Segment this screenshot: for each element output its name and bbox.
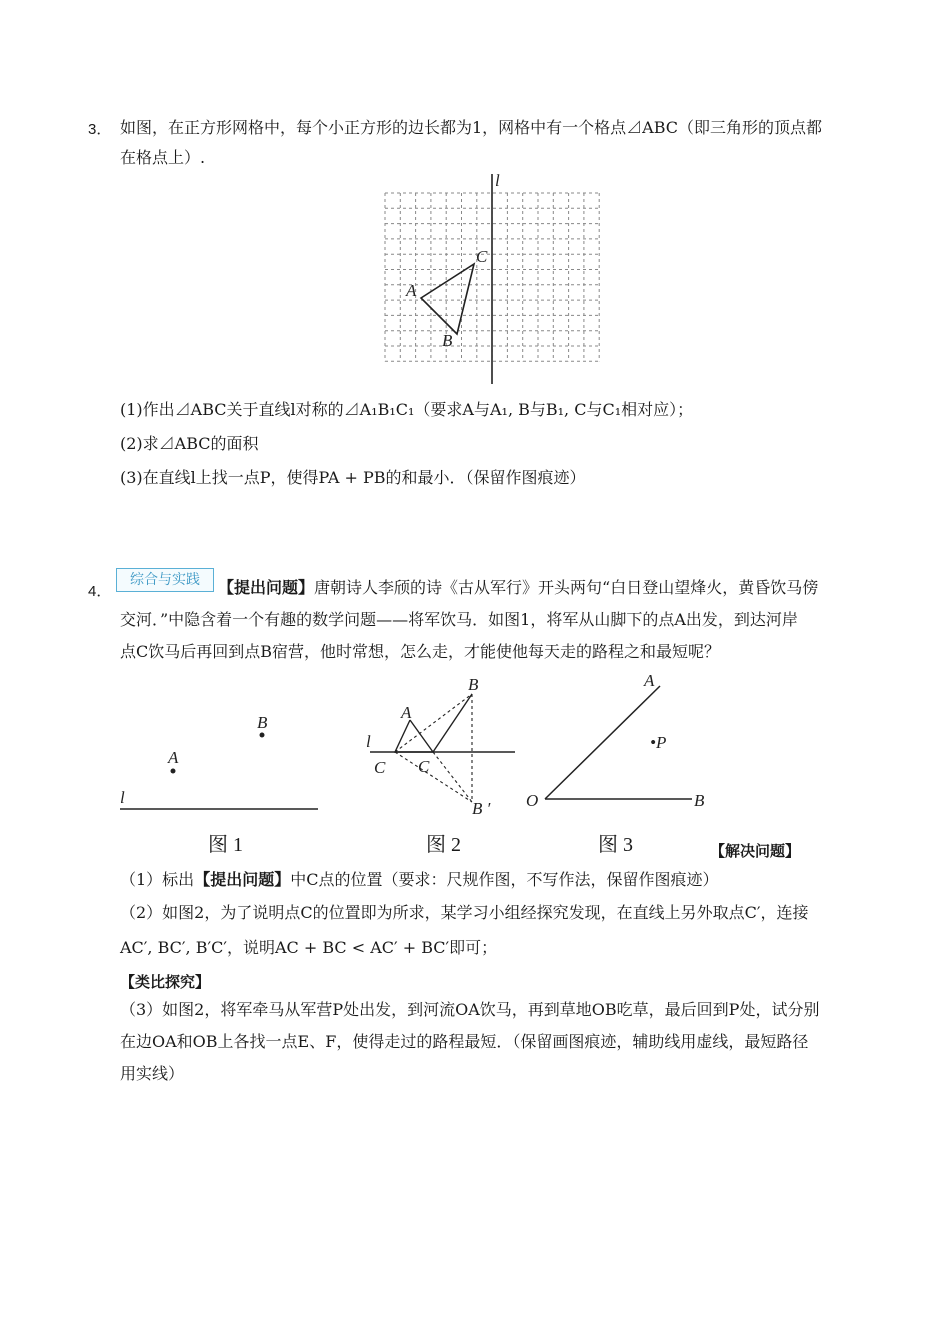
fig2-label-b-prime: B ′ <box>472 799 491 818</box>
q4-part3-line1: （3）如图2，将军牵马从军营P处出发，到河流OA饮马，再到草地OB吃草，最后回到P处，试分别 <box>120 1000 820 1019</box>
triangle-abc <box>421 264 474 334</box>
figure-2 <box>360 672 520 822</box>
fig3-ray-oa <box>545 686 660 799</box>
q4-part2-line1: （2）如图2，为了说明点C的位置即为所求，某学习小组经探究发现，在直线上另外取点C′，连接 <box>120 903 809 922</box>
fig1-label-l: l <box>120 788 125 807</box>
q4-part2-line2: AC′, BC′, B′C′，说明AC + BC < AC′ + BC′即可； <box>120 938 498 957</box>
q3-stem-line2: 在格点上）. <box>120 148 206 167</box>
label-c: C <box>476 247 488 266</box>
label-l: l <box>495 171 500 190</box>
heading-analog: 【类比探究】 <box>120 973 211 991</box>
section-tag: 综合与实践 <box>116 568 214 592</box>
q3-part2: (2)求⊿ABC的面积 <box>120 434 259 453</box>
q4-line2: 交河．”中隐含着一个有趣的数学问题——将军饮马．如图1，将军从山脚下的点A出发，到达河岸 <box>120 610 798 629</box>
q3-stem-line1: 如图，在正方形网格中，每个小正方形的边长都为1，网格中有一个格点⊿ABC（即三角形的顶点都 <box>120 118 823 137</box>
heading-solve: 【解决问题】 <box>710 842 801 860</box>
fig3-label-p: •P <box>650 733 667 752</box>
q4-part3-line2: 在边OA和OB上各找一点E、F，使得走过的路程最短．（保留画图痕迹，辅助线用虚线，最短路径 <box>120 1032 809 1051</box>
fig2-caption: 图 2 <box>426 834 461 856</box>
q3-grid-figure <box>370 168 610 390</box>
fig1-label-a: A <box>168 748 179 767</box>
fig3-label-o: O <box>526 791 539 810</box>
fig3-caption: 图 3 <box>598 834 633 856</box>
fig2-label-c: C <box>418 757 430 776</box>
q3-part1: (1)作出⊿ABC关于直线l对称的⊿A₁B₁C₁（要求A与A₁, B与B₁, C与C₁相对应）； <box>120 400 694 419</box>
q4-part3-line3: 用实线） <box>120 1064 185 1083</box>
q4-part1: （1）标出【提出问题】中C点的位置（要求：尺规作图，不写作法，保留作图痕迹） <box>120 870 719 889</box>
figure-3 <box>520 668 720 818</box>
fig2-label-b: B <box>468 675 479 694</box>
fig2-label-a: A <box>401 703 412 722</box>
fig2-label-c-prime: C <box>374 758 386 777</box>
fig1-caption: 图 1 <box>208 834 243 856</box>
figure-1 <box>110 705 330 815</box>
fig1-point-b <box>260 733 265 738</box>
fig3-label-b: B <box>694 791 705 810</box>
q3-number: 3． <box>88 121 112 138</box>
q4-number: 4． <box>88 583 112 600</box>
label-a: A <box>406 281 417 300</box>
q4-line1-text: 唐朝诗人李颀的诗《古从军行》开头两句“白日登山望烽火，黄昏饮马傍 <box>314 578 819 597</box>
fig3-label-a: A <box>644 671 655 690</box>
fig1-label-b: B <box>257 713 268 732</box>
q4-line1 <box>218 578 818 598</box>
q4-line3: 点C饮马后再回到点B宿营，他时常想，怎么走，才能使他每天走的路程之和最短呢？ <box>120 642 721 661</box>
label-b: B <box>442 331 453 350</box>
heading-propose: 【提出问题】 <box>218 578 315 597</box>
fig1-point-a <box>171 769 176 774</box>
fig2-label-l: l <box>366 732 371 751</box>
q3-part3: (3)在直线l上找一点P，使得PA + PB的和最小．（保留作图痕迹） <box>120 468 586 487</box>
